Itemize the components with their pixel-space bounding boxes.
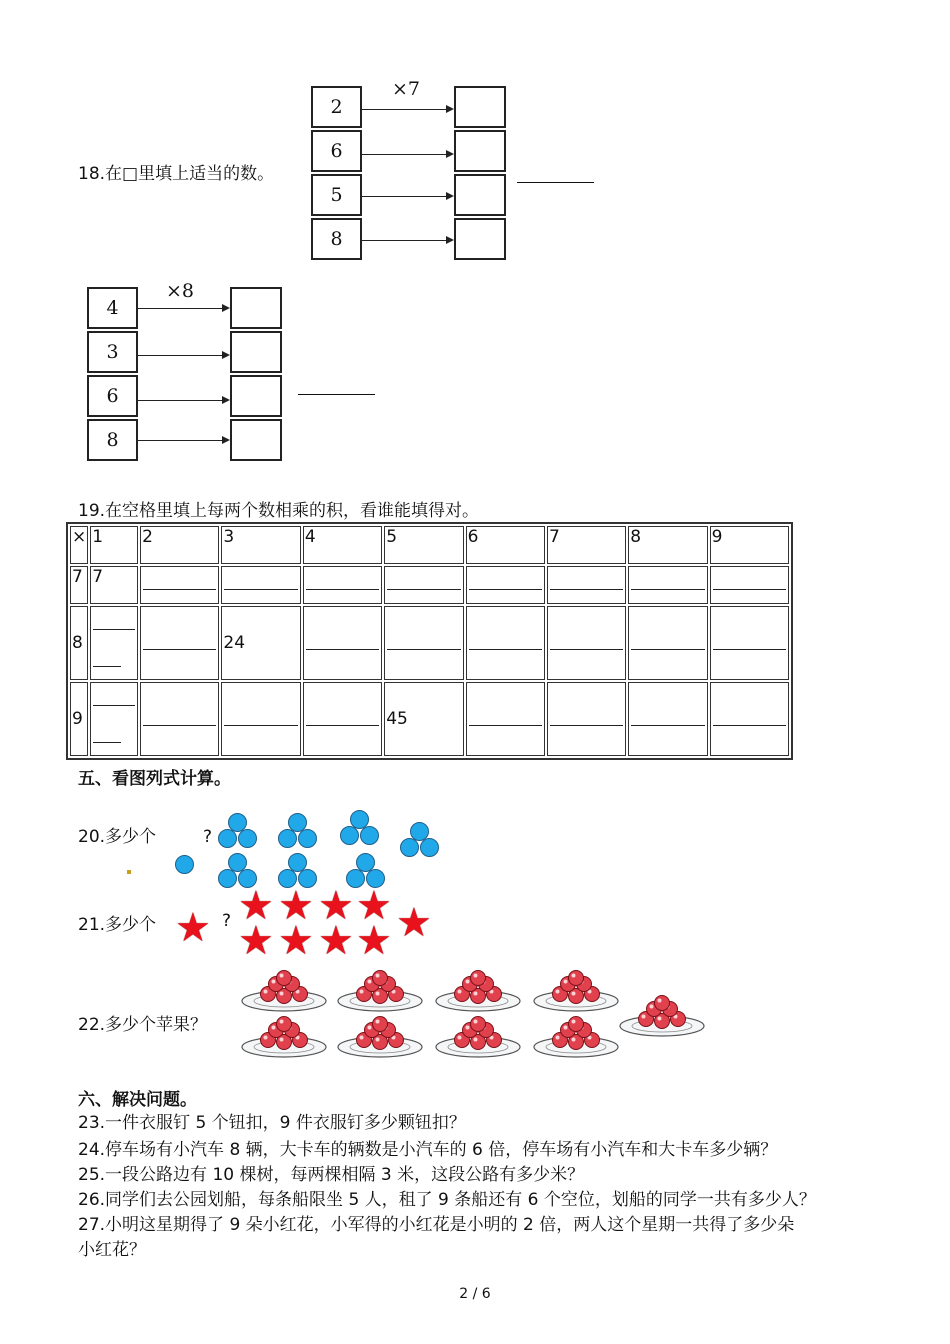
- arrow: [138, 400, 228, 401]
- answer-box[interactable]: [230, 419, 282, 461]
- given-cell: 24: [221, 606, 300, 680]
- multiplier-label: ×8: [166, 280, 195, 302]
- answer-cell[interactable]: [221, 566, 300, 604]
- answer-cell[interactable]: [466, 682, 545, 756]
- table-header-cell: 1: [90, 526, 138, 564]
- given-cell: 7: [90, 566, 138, 604]
- q21-question-mark: ?: [222, 911, 232, 931]
- circle-icon: [278, 829, 297, 848]
- table-header-cell: 5: [384, 526, 463, 564]
- problem-27-cont: 小红花？: [78, 1240, 146, 1260]
- answer-cell[interactable]: [547, 566, 626, 604]
- table-header-cell: ×: [70, 526, 88, 564]
- q22-label: 22.多少个苹果？: [78, 1015, 208, 1035]
- multiplication-table: [66, 522, 793, 760]
- arrow: [362, 196, 452, 197]
- apple-plate-icon: [532, 968, 620, 1014]
- section6-title: 六、解决问题。: [78, 1090, 197, 1110]
- answer-cell[interactable]: [140, 682, 219, 756]
- arrow: [362, 240, 452, 241]
- star-icon: ★: [278, 883, 314, 929]
- input-box: 8: [87, 419, 138, 461]
- table-header-cell: 6: [466, 526, 545, 564]
- answer-box[interactable]: [454, 218, 506, 260]
- table-header-cell: 9: [710, 526, 789, 564]
- q20-label: 20.多少个: [78, 827, 157, 847]
- star-icon: ★: [238, 918, 274, 964]
- answer-cell[interactable]: [303, 606, 382, 680]
- dot-mark: [127, 870, 131, 874]
- answer-cell[interactable]: [466, 606, 545, 680]
- problem-24: 24.停车场有小汽车 8 辆，大卡车的辆数是小汽车的 6 倍，停车场有小汽车和大卡车多少辆？: [78, 1140, 778, 1160]
- apple-plate-icon: [532, 1014, 620, 1060]
- answer-cell[interactable]: [628, 606, 707, 680]
- answer-cell[interactable]: [384, 566, 463, 604]
- answer-cell[interactable]: [710, 566, 789, 604]
- table-row: [70, 566, 789, 604]
- q18-label: 18.在□里填上适当的数。: [78, 164, 275, 184]
- circle-icon: [218, 869, 237, 888]
- arrow: [362, 109, 452, 110]
- star-icon: ★: [396, 900, 432, 946]
- star-icon: ★: [318, 918, 354, 964]
- answer-line[interactable]: [298, 394, 375, 395]
- apple-plate-icon: [336, 968, 424, 1014]
- input-box: 3: [87, 331, 138, 373]
- answer-line[interactable]: [517, 182, 594, 183]
- input-box: 5: [311, 174, 362, 216]
- arrow: [138, 355, 228, 356]
- problem-23: 23.一件衣服钉 5 个钮扣，9 件衣服钉多少颗钮扣？: [78, 1113, 466, 1133]
- answer-cell[interactable]: [140, 566, 219, 604]
- apple-plate-icon: [240, 1014, 328, 1060]
- star-icon: ★: [356, 918, 392, 964]
- section5-title: 五、看图列式计算。: [78, 769, 231, 789]
- star-icon: ★: [175, 905, 211, 951]
- answer-cell[interactable]: [547, 606, 626, 680]
- star-icon: ★: [318, 883, 354, 929]
- input-box: 6: [87, 375, 138, 417]
- table-row: [70, 606, 789, 680]
- arrow: [138, 308, 228, 309]
- answer-cell[interactable]: [90, 606, 138, 680]
- multiplier-label: ×7: [392, 78, 421, 100]
- answer-cell[interactable]: [140, 606, 219, 680]
- table-header-cell: 4: [303, 526, 382, 564]
- answer-cell[interactable]: [303, 682, 382, 756]
- answer-cell[interactable]: [710, 606, 789, 680]
- answer-box[interactable]: [454, 86, 506, 128]
- star-icon: ★: [278, 918, 314, 964]
- given-cell: 45: [384, 682, 463, 756]
- circle-icon: [175, 855, 194, 874]
- circle-icon: [400, 838, 419, 857]
- input-box: 2: [311, 86, 362, 128]
- answer-box[interactable]: [454, 174, 506, 216]
- answer-cell[interactable]: [303, 566, 382, 604]
- circle-icon: [298, 829, 317, 848]
- q19-label: 19.在空格里填上每两个数相乘的积，看谁能填得对。: [78, 501, 480, 521]
- answer-cell[interactable]: [710, 682, 789, 756]
- table-header-cell: 2: [140, 526, 219, 564]
- row-label: 7: [70, 566, 88, 604]
- answer-cell[interactable]: [466, 566, 545, 604]
- answer-box[interactable]: [230, 331, 282, 373]
- circle-icon: [420, 838, 439, 857]
- table-header-cell: 3: [221, 526, 300, 564]
- input-box: 4: [87, 287, 138, 329]
- circle-icon: [218, 829, 237, 848]
- apple-plate-icon: [618, 993, 706, 1039]
- answer-cell[interactable]: [221, 682, 300, 756]
- apple-plate-icon: [434, 1014, 522, 1060]
- answer-box[interactable]: [230, 375, 282, 417]
- apple-plate-icon: [336, 1014, 424, 1060]
- q21-label: 21.多少个: [78, 915, 157, 935]
- answer-cell[interactable]: [547, 682, 626, 756]
- row-label: 8: [70, 606, 88, 680]
- input-box: 8: [311, 218, 362, 260]
- answer-cell[interactable]: [90, 682, 138, 756]
- answer-cell[interactable]: [628, 682, 707, 756]
- apple-plate-icon: [434, 968, 522, 1014]
- problem-25: 25.一段公路边有 10 棵树，每两棵相隔 3 米，这段公路有多少米？: [78, 1165, 585, 1185]
- table-header-row: [70, 526, 789, 564]
- row-label: 9: [70, 682, 88, 756]
- arrow: [362, 154, 452, 155]
- arrow: [138, 440, 228, 441]
- answer-box[interactable]: [230, 287, 282, 329]
- apple-plate-icon: [240, 968, 328, 1014]
- star-icon: ★: [356, 883, 392, 929]
- answer-cell[interactable]: [628, 566, 707, 604]
- circle-icon: [360, 826, 379, 845]
- circle-icon: [238, 829, 257, 848]
- q20-question-mark: ?: [203, 827, 213, 847]
- table-row: [70, 682, 789, 756]
- problem-27: 27.小明这星期得了 9 朵小红花，小军得的小红花是小明的 2 倍，两人这个星期一共得了多少朵: [78, 1215, 795, 1235]
- table-header-cell: 8: [628, 526, 707, 564]
- table-header-cell: 7: [547, 526, 626, 564]
- answer-box[interactable]: [454, 130, 506, 172]
- circle-icon: [340, 826, 359, 845]
- answer-cell[interactable]: [384, 606, 463, 680]
- page-number: 2 / 6: [459, 1286, 491, 1302]
- problem-26: 26.同学们去公园划船，每条船限坐 5 人，租了 9 条船还有 6 个空位，划船的同学一共有多少人？: [78, 1190, 816, 1210]
- input-box: 6: [311, 130, 362, 172]
- star-icon: ★: [238, 883, 274, 929]
